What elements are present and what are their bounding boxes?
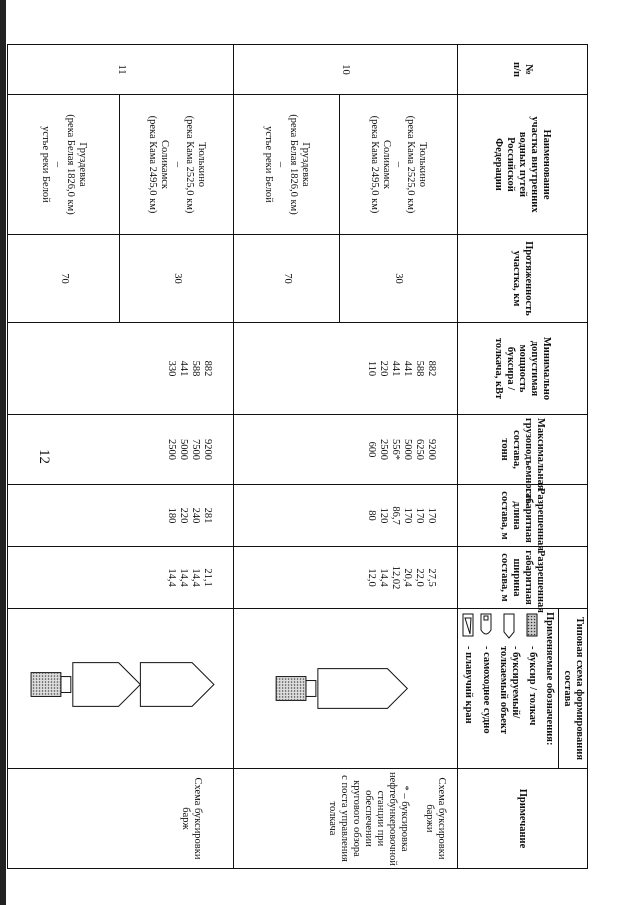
value: 7500 — [190, 439, 201, 460]
value: 14,4 — [377, 568, 389, 587]
header-no: № п/п — [457, 45, 587, 95]
value: 12,0 — [365, 568, 377, 587]
value: 220 — [178, 507, 189, 524]
scheme-cell — [8, 609, 234, 769]
value: 9200 — [202, 439, 213, 460]
legend-item-vessel — [479, 612, 493, 765]
value: 588 — [413, 360, 425, 377]
page-edge — [0, 0, 6, 905]
legend-label: - плавучий кран — [462, 646, 474, 724]
value: 120 — [377, 507, 389, 524]
value: 20,4 — [401, 568, 413, 587]
allowed-width-cell — [234, 547, 458, 609]
legend-item-crane — [461, 612, 475, 765]
scheme-cell — [234, 609, 458, 769]
row-no: 11 — [8, 45, 234, 95]
allowed-width-cell — [8, 547, 234, 609]
value: 240 — [190, 507, 201, 524]
header-scheme — [457, 609, 587, 769]
length-cell: 30 — [339, 235, 457, 323]
table-row — [339, 45, 457, 869]
legend-title: Применяемые обозначения: — [543, 612, 555, 746]
header-allowed-width: Разрешенная габаритная ширина состава, м — [457, 547, 587, 609]
table-row — [120, 45, 234, 869]
value: 441 — [178, 360, 189, 377]
legend — [458, 609, 558, 768]
header-allowed-length: Разрешенная габаритная длина состава, м — [457, 485, 587, 547]
legend-label: - буксир / толкач — [526, 646, 538, 726]
length-cell: 70 — [8, 235, 120, 323]
value: 441 — [401, 360, 413, 377]
section-cell: Груздевка (река Белая 1826,0 км) – устье реки Белой — [8, 95, 120, 235]
value: 170 — [401, 507, 413, 524]
value: 12,02 — [389, 565, 401, 590]
table-container — [40, 44, 588, 868]
value: 600 — [365, 441, 377, 458]
value: 5000 — [178, 439, 189, 460]
value: 220 — [377, 360, 389, 377]
value: 14,4 — [166, 568, 177, 587]
length-cell: 70 — [234, 235, 340, 323]
value: 21,1 — [202, 568, 213, 587]
power-cell — [234, 323, 458, 415]
tow-scheme-diagram-10 — [238, 609, 457, 768]
section-cell: Тюлькино (река Кама 2525,0 км) – Соликамск (река Кама 2495,0 км) — [120, 95, 234, 235]
header-section: Наименование участка внутренних водных путей Российской Федерации — [457, 95, 587, 235]
value: 2500 — [377, 439, 389, 460]
tow-formation-table — [7, 44, 588, 869]
legend-label: - буксируемый/ толкаемый объект — [497, 646, 521, 735]
value: 281 — [202, 507, 213, 524]
value: 441 — [389, 360, 401, 377]
legend-item-tug — [525, 612, 539, 765]
legend-item-towed — [497, 612, 521, 765]
value: 80 — [365, 510, 377, 521]
value: 14,4 — [178, 568, 189, 587]
section-cell: Тюлькино (река Кама 2525,0 км) – Соликамск (река Кама 2495,0 км) — [339, 95, 457, 235]
value: 110 — [365, 360, 377, 377]
cargo-cell — [8, 415, 234, 485]
value: 180 — [166, 507, 177, 524]
header-length: Протяженность участка, км — [457, 235, 587, 323]
value: 170 — [425, 507, 437, 524]
value: 2500 — [166, 439, 177, 460]
section-cell: Груздевка (река Белая 1826,0 км) – устье реки Белой — [234, 95, 340, 235]
note-cell: Схема буксировки барж — [8, 769, 234, 869]
value: 170 — [413, 507, 425, 524]
tow-scheme-diagram-11 — [10, 609, 235, 768]
header-cargo: Максимальная грузоподъемность состава, тонн — [457, 415, 587, 485]
value: 27,5 — [425, 568, 437, 587]
value: 14,4 — [190, 568, 201, 587]
value: 6250 — [413, 439, 425, 460]
note-cell: Схема буксировки баржи * – буксировка нефтебункеровочной станции при обеспечении кругового обзора с поста управления толкача — [234, 769, 458, 869]
length-cell: 30 — [120, 235, 234, 323]
value: 86,7 — [389, 506, 401, 525]
rotated-page — [40, 44, 588, 868]
cargo-cell — [234, 415, 458, 485]
header-power: Минимально допустимая мощность буксира / толкача, кВт — [457, 323, 587, 415]
header-note: Примечание — [457, 769, 587, 869]
row-no: 10 — [234, 45, 458, 95]
page-number: 12 — [36, 449, 52, 464]
value: 5000 — [401, 439, 413, 460]
value: 882 — [202, 360, 213, 377]
power-cell — [8, 323, 234, 415]
self-propelled-vessel-icon — [479, 612, 493, 640]
scheme-title: Типовая схема формирования состава — [558, 609, 587, 768]
value: 9200 — [425, 439, 437, 460]
value: 22,0 — [413, 568, 425, 587]
allowed-length-cell — [8, 485, 234, 547]
value: 556* — [389, 439, 401, 460]
towed-object-icon — [502, 612, 516, 640]
value: 330 — [166, 360, 177, 377]
legend-label: - самоходное судно — [480, 646, 492, 734]
floating-crane-icon — [461, 612, 475, 640]
value: 882 — [425, 360, 437, 377]
allowed-length-cell — [234, 485, 458, 547]
value: 588 — [190, 360, 201, 377]
tug-pusher-icon — [525, 612, 539, 640]
